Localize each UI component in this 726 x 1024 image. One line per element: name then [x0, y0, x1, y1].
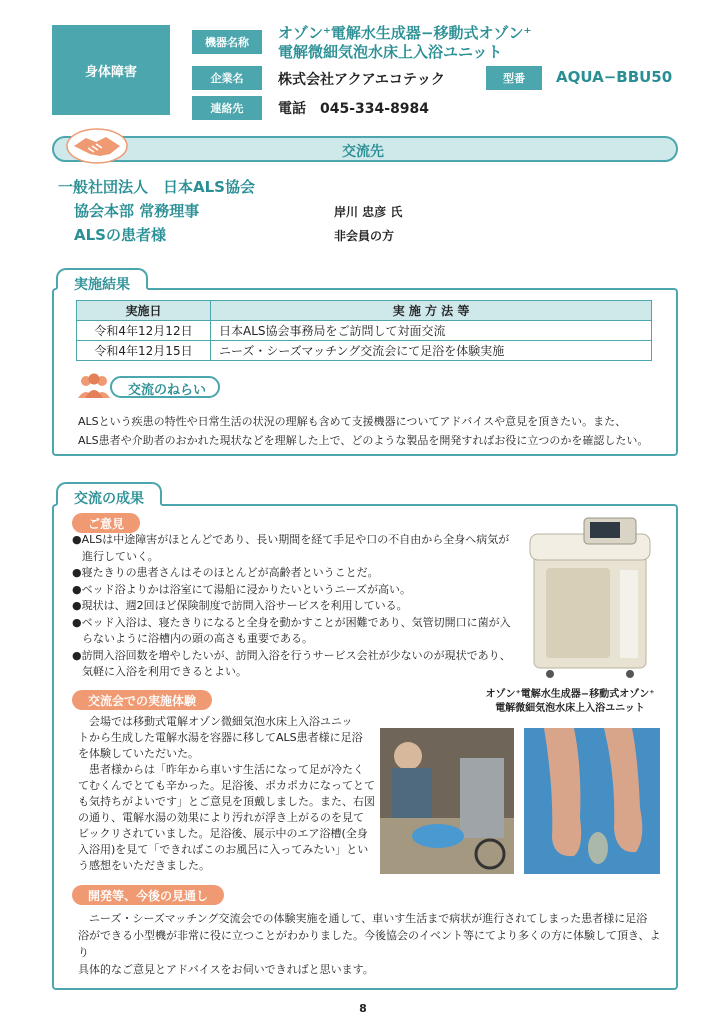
future-title: 開発等、今後の見通し	[72, 885, 224, 905]
future-text	[78, 910, 668, 978]
experience-text	[78, 714, 378, 874]
table-row	[77, 321, 652, 341]
experience-line: 患者様からは「昨年から車いす生活になって足が冷たく	[78, 763, 364, 776]
row-method: ニーズ・シーズマッチング交流会にて足浴を体験実施	[211, 341, 652, 361]
experience-line: を体験していただいた。	[78, 747, 199, 760]
experience-line: 入浴用)を見て「できればこのお風呂に入ってみたい」とい	[78, 843, 369, 856]
future-line: 浴ができる小型機が非常に役に立つことがわかりました。今後協会のイベント等にてより多くの方に体験して頂き、より	[78, 929, 661, 959]
device-name-line2: 電解微細気泡水床上入浴ユニット	[278, 43, 503, 61]
contact-label: 連絡先	[192, 96, 262, 120]
list-item: ●ベッド入浴は、寝たきりになると全身を動かすことが困難であり、気管切開口に菌が入らないように浴槽内の頭の高さも重要である。	[72, 615, 511, 645]
list-item: ●現状は、週2回ほど保険制度で訪問入浴サービスを利用している。	[72, 599, 408, 612]
page-number: 8	[359, 1002, 367, 1015]
exchange-name-2: 非会員の方	[334, 229, 395, 243]
experience-title: 交流会での実施体験	[72, 690, 212, 710]
device-name	[278, 24, 531, 62]
exchange-org: 一般社団法人 日本ALS協会	[58, 178, 255, 196]
product-image	[526, 512, 656, 682]
list-item: ●寝たきりの患者さんはそのほとんどが高齢者ということだ。	[72, 566, 379, 579]
col-date-header: 実施日	[77, 301, 211, 321]
list-item: ●ALSは中途障害がほとんどであり、長い期間を経て手足や口の不自由から全身へ病気が進行していく。	[72, 533, 510, 563]
results-title: 実施結果	[56, 268, 148, 290]
opinions-list	[72, 532, 512, 681]
experience-line: の通り、電解水湯の効果により汚れが浮き上がるのを見て	[78, 811, 364, 824]
exchange-name-1: 岸川 忠彦 氏	[334, 205, 403, 219]
experience-line: う感想をいただきました。	[78, 859, 210, 872]
list-item: ●訪問入浴回数を増やしたいが、訪問入浴を行うサービス会社が少ないのが現状であり、気軽に入浴を利用できるとよい。	[72, 648, 511, 678]
model-number: AQUA−BBU50	[556, 68, 673, 86]
experience-line: てむくんでとても辛かった。足浴後、ポカポカになってとて	[78, 779, 375, 792]
row-date: 令和4年12月12日	[77, 321, 211, 341]
experience-line: ビックリされていました。足浴後、展示中のエア浴槽(全身	[78, 827, 368, 840]
exchange-role-1: 協会本部 常務理事	[74, 202, 200, 220]
future-line: ニーズ・シーズマッチング交流会での体験実施を通して、車いす生活まで病状が進行されてしまった患者様に足浴	[78, 912, 648, 925]
model-label: 型番	[486, 66, 542, 90]
people-icon	[76, 372, 112, 400]
col-method-header: 実 施 方 法 等	[211, 301, 652, 321]
product-caption	[470, 688, 670, 716]
category-badge: 身体障害	[52, 25, 170, 115]
experience-line: 会場では移動式電解オゾン微細気泡水床上入浴ユニッ	[78, 715, 353, 728]
experience-line: トから生成した電解水湯を容器に移してALS患者様に足浴	[78, 731, 363, 744]
exchange-title: 交流先	[342, 144, 384, 160]
aim-text	[78, 412, 668, 450]
aim-line-2: ALS患者や介助者のおかれた現状などを理解した上で、どのような製品を開発すればお役に立つのかを確認したい。	[78, 434, 649, 447]
outcome-title: 交流の成果	[56, 482, 162, 506]
results-table	[76, 300, 652, 361]
company-name: 株式会社アクアエコテック	[278, 72, 445, 88]
row-date: 令和4年12月15日	[77, 341, 211, 361]
row-method: 日本ALS協会事務局をご訪問して対面交流	[211, 321, 652, 341]
event-photo	[380, 728, 514, 874]
list-item: ●ベッド浴よりかは浴室にて湯船に浸かりたいというニーズが高い。	[72, 582, 412, 596]
aim-title: 交流のねらい	[128, 383, 207, 398]
table-row	[77, 341, 652, 361]
device-label: 機器名称	[192, 30, 262, 54]
device-name-line1: オゾン⁺電解水生成器−移動式オゾン⁺	[278, 24, 532, 42]
opinions-title: ご意見	[72, 513, 140, 533]
company-label: 企業名	[192, 66, 262, 90]
contact-value: 電話 045-334-8984	[278, 101, 430, 117]
footbath-photo	[524, 728, 660, 874]
experience-line: も気持ちがよいです」とご意見を頂戴しました。また、右図	[78, 795, 375, 808]
future-line: 具体的なご意見とアドバイスをお伺いできればと思います。	[78, 963, 374, 976]
product-caption-line1: オゾン⁺電解水生成器−移動式オゾン⁺	[485, 689, 655, 700]
product-caption-line2: 電解微細気泡水床上入浴ユニット	[495, 703, 645, 714]
aim-line-1: ALSという疾患の特性や日常生活の状況の理解も含めて支援機器についてアドバイスや意見を頂きたい。また、	[78, 415, 627, 428]
exchange-role-2: ALSの患者様	[74, 226, 166, 244]
